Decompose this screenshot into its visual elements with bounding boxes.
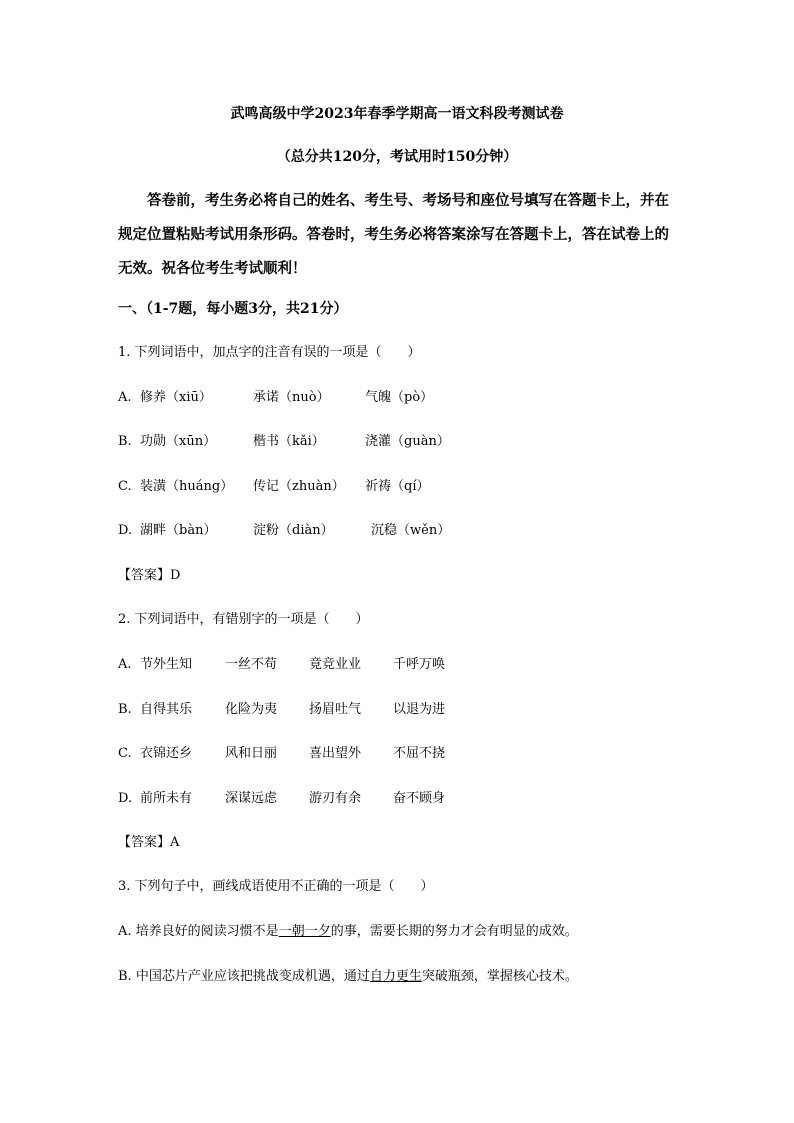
answer-tag: 【答案】: [118, 568, 171, 583]
q2-answer: [118, 834, 179, 852]
q1-option-a-item-2: 承诺（nuò）: [253, 390, 330, 405]
q2-option-d-item-4: 奋不顾身: [393, 791, 446, 806]
q1-option-c-item-1: 装潢（huáng）: [140, 479, 234, 494]
option-label: A.: [118, 924, 132, 939]
answer-tag: 【答案】: [118, 835, 171, 850]
q3-option-b: [118, 968, 578, 986]
q3-option-a: [118, 923, 578, 941]
q2-option-d-item-3: 游刃有余: [309, 791, 362, 806]
q2-option-a-item-2: 一丝不苟: [225, 657, 278, 672]
q1-option-a-item-3: 气魄（pò）: [365, 390, 434, 405]
option-label: B.: [118, 969, 132, 984]
q2-option-d-item-2: 深谋远虑: [225, 791, 278, 806]
q1-answer: [118, 567, 180, 585]
q1-stem: 1. 下列词语中，加点字的注音有误的一项是（ ）: [118, 345, 421, 360]
q3-stem: 3. 下列句子中，画线成语使用不正确的一项是（ ）: [118, 879, 434, 894]
q1-option-c-label: C.: [118, 479, 132, 494]
q2-option-a-item-3: 竟竞业业: [309, 657, 362, 672]
q2-option-d-label: D.: [118, 791, 133, 806]
q1-option-d-item-3: 沉稳（wěn）: [371, 523, 451, 538]
q2-option-b-item-3: 扬眉吐气: [309, 702, 362, 717]
q1-option-a-label: A.: [118, 390, 132, 405]
q2-option-b-item-1: 自得其乐: [140, 702, 193, 717]
q1-option-d-item-2: 淀粉（diàn）: [253, 523, 334, 538]
section-heading: 一、（1-7题，每小题3分，共21分）: [118, 301, 348, 317]
q2-option-c-item-1: 衣锦还乡: [140, 746, 193, 761]
q1-option-d-label: D.: [118, 523, 133, 538]
q2-option-d-item-1: 前所未有: [140, 791, 193, 806]
answer-value: A: [170, 835, 180, 850]
option-text-before: 培养良好的阅读习惯不是: [135, 924, 279, 939]
q2-option-c-label: C.: [118, 746, 132, 761]
q2-option-a-item-1: 节外生知: [140, 657, 193, 672]
instructions-text: 答卷前，考生务必将自己的姓名、考生号、考场号和座位号填写在答题卡上，并在规定位置粘贴考试用条形码。答卷时，考生务必将答案涂写在答题卡上，答在试卷上的无效。祝各位考生考试顺利！: [118, 192, 669, 277]
q2-option-c-item-3: 喜出望外: [309, 746, 362, 761]
option-text-before: 中国芯片产业应该把挑战变成机遇，通过: [135, 969, 370, 984]
q2-option-b-item-4: 以退为进: [393, 702, 446, 717]
underlined-idiom: 一朝一夕: [278, 924, 331, 939]
q1-option-c-item-3: 祈祷（qí）: [365, 479, 430, 494]
q1-option-b-item-1: 功勋（xūn）: [140, 434, 217, 449]
q2-option-c-item-2: 风和日丽: [225, 746, 278, 761]
option-text-after: 突破瓶颈，掌握核心技术。: [421, 969, 578, 984]
q2-option-b-label: B.: [118, 702, 132, 717]
q2-option-a-item-4: 千呼万唤: [393, 657, 446, 672]
q1-option-c-item-2: 传记（zhuàn）: [253, 479, 345, 494]
q1-option-b-label: B.: [118, 434, 132, 449]
q1-option-a-item-1: 修养（xiū）: [140, 390, 212, 405]
answer-value: D: [170, 568, 181, 583]
q2-stem: 2. 下列词语中，有错别字的一项是（ ）: [118, 612, 369, 627]
q1-option-d-item-1: 湖畔（bàn）: [140, 523, 217, 538]
q2-option-b-item-2: 化险为夷: [225, 702, 278, 717]
q1-option-b-item-3: 浇灌（guàn）: [365, 434, 450, 449]
q2-option-c-item-4: 不屈不挠: [393, 746, 446, 761]
q2-option-a-label: A.: [118, 657, 132, 672]
exam-subtitle: （总分共120分，考试用时150分钟）: [276, 149, 518, 165]
exam-instructions: [118, 184, 678, 286]
underlined-idiom: 自力更生: [369, 969, 422, 984]
option-text-after: 的事，需要长期的努力才会有明显的成效。: [330, 924, 578, 939]
q1-option-b-item-2: 楷书（kǎi）: [253, 434, 325, 449]
exam-title: 武鸣高级中学2023年春季学期高一语文科段考测试卷: [230, 106, 564, 122]
